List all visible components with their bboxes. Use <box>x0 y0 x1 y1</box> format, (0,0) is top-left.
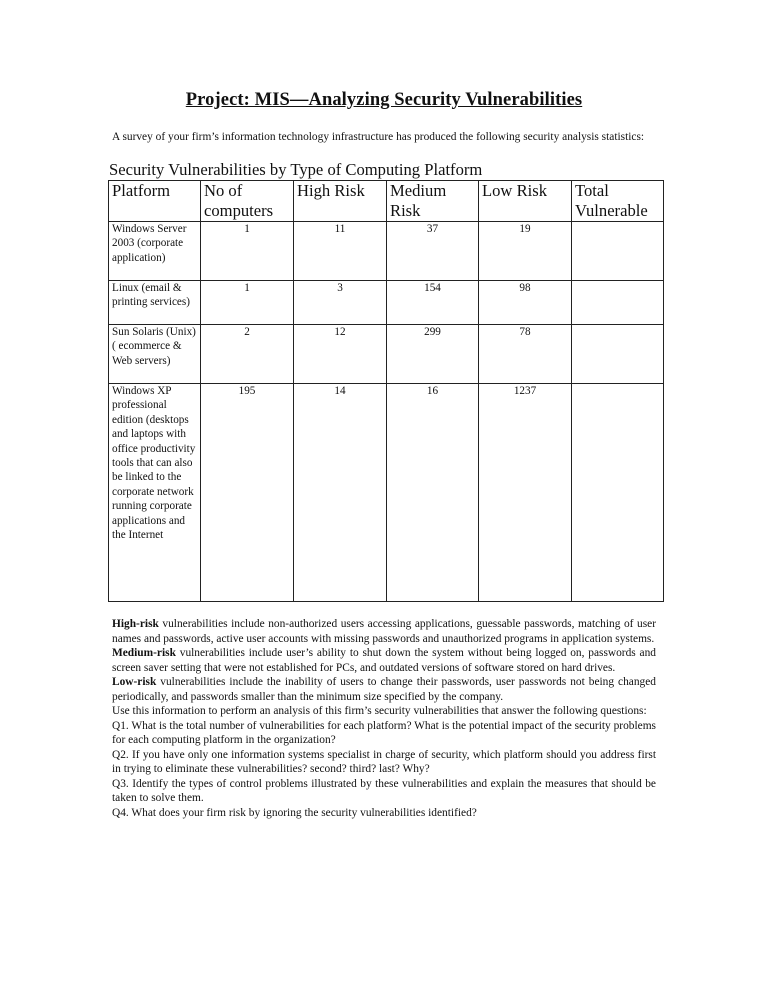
high-risk-cell: 3 <box>294 281 387 325</box>
header-total-vulnerable: Total Vulnerable <box>572 181 664 222</box>
medium-risk-paragraph <box>112 646 656 675</box>
question-q3: Q3. Identify the types of control problems illustrated by these vulnerabilities and explain the measures that should be taken to solve them. <box>112 777 656 804</box>
high-risk-cell: 12 <box>294 325 387 384</box>
intro-paragraph: A survey of your firm’s information technology infrastructure has produced the following security analysis statistics: <box>112 131 645 143</box>
medium-risk-text: vulnerabilities include user’s ability to shut down the system without being logged on, passwords and screen saver setting that were not established for PCs, and outdated versions of software stored on hard drives. <box>112 647 656 674</box>
computers-cell: 1 <box>201 222 294 281</box>
total-vulnerable-cell <box>572 222 664 281</box>
medium-risk-cell: 299 <box>387 325 479 384</box>
platform-cell: Windows Server 2003 (corporate application) <box>109 222 201 281</box>
document-title: Project: MIS—Analyzing Security Vulnerabilities <box>185 90 583 110</box>
header-platform: Platform <box>109 181 201 222</box>
computers-cell: 1 <box>201 281 294 325</box>
medium-risk-cell: 154 <box>387 281 479 325</box>
low-risk-cell: 19 <box>479 222 572 281</box>
low-risk-paragraph <box>112 675 656 704</box>
computers-cell: 2 <box>201 325 294 384</box>
low-risk-cell: 1237 <box>479 384 572 602</box>
low-risk-cell: 98 <box>479 281 572 325</box>
question-q1: Q1. What is the total number of vulnerabilities for each platform? What is the potential impact of the security problems for each computing platform in the organization? <box>112 719 656 746</box>
table-row <box>109 325 664 384</box>
high-risk-cell: 14 <box>294 384 387 602</box>
notes-section <box>112 617 656 820</box>
high-risk-paragraph <box>112 617 656 646</box>
table-row <box>109 222 664 281</box>
question-q4: Q4. What does your firm risk by ignoring the security vulnerabilities identified? <box>112 806 477 819</box>
computers-cell: 195 <box>201 384 294 602</box>
platform-cell: Windows XP professional edition (desktops and laptops with office productivity tools that can also be linked to the corporate network running corporate applications and the Internet <box>109 384 201 602</box>
platform-cell: Linux (email & printing services) <box>109 281 201 325</box>
platform-cell: Sun Solaris (Unix) ( ecommerce & Web servers) <box>109 325 201 384</box>
vulnerability-table <box>108 180 664 602</box>
header-no-of-computers: No of computers <box>201 181 294 222</box>
high-risk-cell: 11 <box>294 222 387 281</box>
high-risk-text: vulnerabilities include non-authorized users accessing applications, guessable passwords, matching of user names and passwords, active user accounts with missing passwords and unauthorized programs in application systems. <box>112 618 656 645</box>
low-risk-label: Low-risk <box>112 676 157 688</box>
medium-risk-label: Medium-risk <box>112 647 176 659</box>
table-title: Security Vulnerabilities by Type of Computing Platform <box>109 160 483 179</box>
medium-risk-cell: 37 <box>387 222 479 281</box>
table-row <box>109 384 664 602</box>
total-vulnerable-cell <box>572 281 664 325</box>
high-risk-label: High-risk <box>112 618 159 630</box>
total-vulnerable-cell <box>572 384 664 602</box>
table-header-row <box>109 181 664 222</box>
low-risk-cell: 78 <box>479 325 572 384</box>
header-high-risk: High Risk <box>294 181 387 222</box>
medium-risk-cell: 16 <box>387 384 479 602</box>
header-medium-risk: Medium Risk <box>387 181 479 222</box>
total-vulnerable-cell <box>572 325 664 384</box>
instructions-paragraph: Use this information to perform an analysis of this firm’s security vulnerabilities that answer the following questions: <box>112 705 647 717</box>
header-low-risk: Low Risk <box>479 181 572 222</box>
table-row <box>109 281 664 325</box>
low-risk-text: vulnerabilities include the inability of users to change their passwords, user passwords not being changed periodically, and passwords smaller than the minimum size specified by the company. <box>112 676 656 703</box>
question-q2: Q2. If you have only one information systems specialist in charge of security, which platform should you address first in trying to eliminate these vulnerabilities? second? third? last? Why? <box>112 748 656 775</box>
